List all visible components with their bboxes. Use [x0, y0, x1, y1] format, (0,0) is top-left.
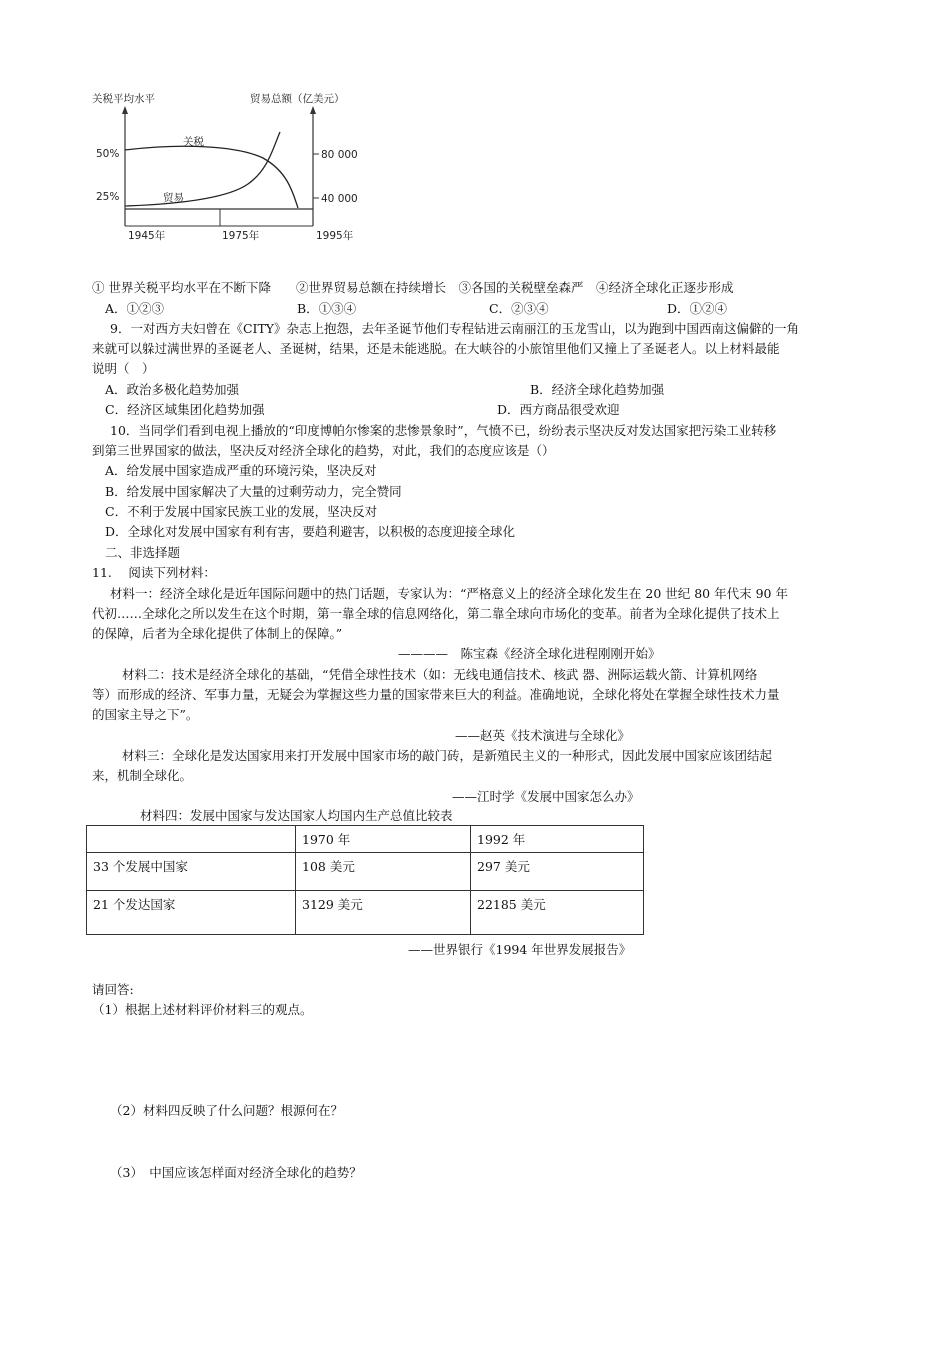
subquestion-2: （2）材料四反映了什么问题？根源何在？: [110, 1103, 343, 1118]
left-axis-label: 关税平均水平: [92, 93, 155, 105]
q9-option-a[interactable]: A．政治多极化趋势加强: [105, 382, 240, 397]
material3-line2: 来，机制全球化。: [92, 768, 193, 783]
right-tick-40000: 40 000: [321, 193, 358, 205]
q9-stem-line3: 说明（ ）: [92, 361, 155, 376]
q10-stem-line2: 到第三世界国家的做法，坚决反对经济全球化的趋势，对此，我们的态度应该是（）: [92, 443, 555, 458]
table-cell: 33 个发展中国家: [87, 853, 296, 891]
table-cell: 3129 美元: [296, 891, 471, 935]
q8-option-b[interactable]: B．①③④: [297, 301, 357, 316]
table-header-cell: 1970 年: [296, 826, 471, 853]
q10-option-b[interactable]: B．给发展中国家解决了大量的过剩劳动力，完全赞同: [105, 484, 402, 499]
q8-option-d[interactable]: D．①②④: [667, 301, 728, 316]
q9-option-d[interactable]: D．西方商品很受欢迎: [497, 402, 620, 417]
table-header-row: [87, 826, 644, 853]
material2-line2: 等）而形成的经济、军事力量，无疑会为掌握这些力量的国家带来巨大的利益。准确地说，全球化将处在掌握全球性技术力量: [92, 687, 780, 702]
table-row: [87, 853, 644, 891]
q10-option-a[interactable]: A．给发展中国家造成严重的环境污染，坚决反对: [105, 463, 377, 478]
series-trade-label: 贸易: [163, 192, 184, 204]
material1-source: ———— 陈宝森《经济全球化进程刚刚开始》: [398, 646, 661, 661]
table-cell: 21 个发达国家: [87, 891, 296, 935]
answer-prompt: 请回答:: [92, 982, 134, 997]
right-axis-label: 贸易总额（亿美元）: [250, 93, 345, 105]
material3-source: ——江时学《发展中国家怎么办》: [452, 789, 640, 804]
q8-option-a[interactable]: A．①②③: [105, 301, 165, 316]
material2-source: ——赵英《技术演进与全球化》: [455, 728, 631, 743]
q11-intro: 11. 阅读下列材料：: [92, 565, 216, 580]
x-tick-1945: 1945年: [128, 230, 166, 242]
q8-statements: ① 世界关税平均水平在不断下降 ②世界贸易总额在持续增长 ③各国的关税壁垒森严 ④经济全球化正逐步形成: [92, 280, 734, 295]
section-heading: 二、非选择题: [105, 545, 181, 560]
tariff-trade-chart: [88, 88, 378, 248]
material4-source: ——世界银行《1994 年世界发展报告》: [408, 942, 632, 957]
table-cell: 297 美元: [471, 853, 644, 891]
left-tick-25: 25%: [96, 191, 120, 203]
q9-option-c[interactable]: C．经济区域集团化趋势加强: [105, 402, 265, 417]
table-header-cell: 1992 年: [471, 826, 644, 853]
material4-title: 材料四：发展中国家与发达国家人均国内生产总值比较表: [140, 808, 453, 823]
q9-stem-line2: 来就可以躲过满世界的圣诞老人、圣诞树，结果，还是未能逃脱。在大峡谷的小旅馆里他们又撞上了圣诞老人。以上材料最能: [92, 341, 780, 356]
series-tariff-line: [125, 146, 298, 208]
subquestion-3: （3） 中国应该怎样面对经济全球化的趋势？: [110, 1165, 362, 1180]
q8-option-c[interactable]: C．②③④: [489, 301, 549, 316]
right-tick-80000: 80 000: [321, 149, 358, 161]
x-tick-1995: 1995年: [316, 230, 354, 242]
q10-option-d[interactable]: D．全球化对发展中国家有利有害，要趋利避害，以积极的态度迎接全球化: [105, 524, 516, 539]
q10-option-c[interactable]: C．不利于发展中国家民族工业的发展，坚决反对: [105, 504, 378, 519]
subquestion-1: （1）根据上述材料评价材料三的观点。: [92, 1002, 313, 1017]
table-cell: 108 美元: [296, 853, 471, 891]
material1-line1: 材料一：经济全球化是近年国际问题中的热门话题，专家认为：“严格意义上的经济全球化发生在 20 世纪 80 年代末 90 年: [110, 586, 788, 601]
material2-line1: 材料二：技术是经济全球化的基础，“凭借全球性技术（如：无线电通信技术、核武 器、洲际运载火箭、计算机网络: [122, 667, 758, 682]
material1-line2: 代初……全球化之所以发生在这个时期，第一靠全球的信息网络化，第二靠全球向市场化的变革。前者为全球化提供了技术上: [92, 606, 780, 621]
q9-option-b[interactable]: B．经济全球化趋势加强: [530, 382, 665, 397]
material1-line3: 的保障，后者为全球化提供了体制上的保障。”: [92, 626, 343, 641]
gdp-comparison-table: [86, 825, 644, 935]
series-tariff-label: 关税: [183, 136, 204, 148]
x-tick-1975: 1975年: [222, 230, 260, 242]
material2-line3: 的国家主导之下”。: [92, 707, 199, 722]
table-header-cell: [87, 826, 296, 853]
left-tick-50: 50%: [96, 148, 120, 160]
q10-stem-line1: 10．当同学们看到电视上播放的“印度博帕尔惨案的悲惨景象时”，气愤不已，纷纷表示坚决反对发达国家把污染工业转移: [110, 423, 777, 438]
table-cell: 22185 美元: [471, 891, 644, 935]
q9-stem-line1: 9．一对西方夫妇曾在《CITY》杂志上抱怨，去年圣诞节他们专程钻进云南丽江的玉龙雪山，以为跑到中国西南这偏僻的一角: [110, 321, 800, 336]
material3-line1: 材料三：全球化是发达国家用来打开发展中国家市场的敲门砖，是新殖民主义的一种形式，因此发展中国家应该团结起: [122, 748, 773, 763]
table-row: [87, 891, 644, 935]
